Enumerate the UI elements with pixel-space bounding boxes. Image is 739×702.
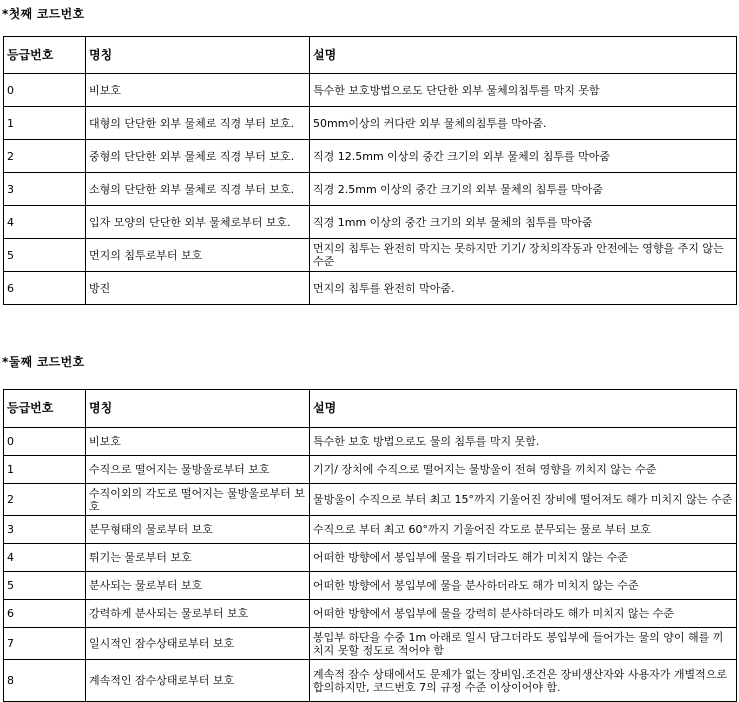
grade-cell: 6 — [4, 272, 86, 305]
ip-second-code-table — [3, 389, 737, 702]
grade-cell: 3 — [4, 516, 86, 544]
grade-cell: 5 — [4, 239, 86, 272]
name-cell: 중형의 단단한 외부 물체로 직경 부터 보호. — [86, 140, 310, 173]
table-row — [4, 628, 737, 660]
name-cell: 방진 — [86, 272, 310, 305]
table-header-row — [4, 390, 737, 428]
table-row — [4, 428, 737, 456]
table-row — [4, 239, 737, 272]
description-cell: 물방울이 수직으로 부터 최고 15°까지 기울어진 장비에 떨어져도 해가 미치지 않는 수준 — [310, 484, 737, 516]
table-row — [4, 140, 737, 173]
description-cell: 먼지의 침투는 완전히 막지는 못하지만 기기/ 장치의작동과 안전에는 영향을 주지 않는 수준 — [310, 239, 737, 272]
name-cell: 입자 모양의 단단한 외부 물체로부터 보호. — [86, 206, 310, 239]
grade-cell: 0 — [4, 428, 86, 456]
header-grade: 등급번호 — [4, 37, 86, 74]
description-cell: 50mm이상의 커다란 외부 물체의침투를 막아줌. — [310, 107, 737, 140]
name-cell: 계속적인 잠수상태로부터 보호 — [86, 660, 310, 702]
name-cell: 비보호 — [86, 428, 310, 456]
name-cell: 수직이외의 각도로 떨어지는 물방울로부터 보호 — [86, 484, 310, 516]
grade-cell: 5 — [4, 572, 86, 600]
name-cell: 분무형태의 물로부터 보호 — [86, 516, 310, 544]
table-row — [4, 544, 737, 572]
name-cell: 강력하게 분사되는 물로부터 보호 — [86, 600, 310, 628]
name-cell: 수직으로 떨어지는 물방울로부터 보호 — [86, 456, 310, 484]
description-cell: 기기/ 장치에 수직으로 떨어지는 물방울이 전혀 영향을 끼치지 않는 수준 — [310, 456, 737, 484]
grade-cell: 1 — [4, 107, 86, 140]
grade-cell: 1 — [4, 456, 86, 484]
table-row — [4, 572, 737, 600]
grade-cell: 4 — [4, 206, 86, 239]
name-cell: 대형의 단단한 외부 물체로 직경 부터 보호. — [86, 107, 310, 140]
name-cell: 비보호 — [86, 74, 310, 107]
description-cell: 특수한 보호방법으로도 단단한 외부 물체의침투를 막지 못함 — [310, 74, 737, 107]
name-cell: 먼지의 침투로부터 보호 — [86, 239, 310, 272]
header-description: 설명 — [310, 390, 737, 428]
grade-cell: 6 — [4, 600, 86, 628]
name-cell: 분사되는 물로부터 보호 — [86, 572, 310, 600]
header-name: 명칭 — [86, 37, 310, 74]
grade-cell: 2 — [4, 140, 86, 173]
grade-cell: 3 — [4, 173, 86, 206]
description-cell: 계속적 잠수 상태에서도 문제가 없는 장비임.조건은 장비생산자와 사용자가 개별적으로 합의하지만, 코드번호 7의 규정 수준 이상이어야 함. — [310, 660, 737, 702]
section-2-title: *둘째 코드번호 — [2, 355, 85, 369]
ip-first-code-table — [3, 36, 737, 305]
name-cell: 소형의 단단한 외부 물체로 직경 부터 보호. — [86, 173, 310, 206]
description-cell: 먼지의 침투를 완전히 막아줌. — [310, 272, 737, 305]
description-cell: 직경 2.5mm 이상의 중간 크기의 외부 물체의 침투를 막아줌 — [310, 173, 737, 206]
header-grade: 등급번호 — [4, 390, 86, 428]
description-cell: 수직으로 부터 최고 60°까지 기울어진 각도로 분무되는 물로 부터 보호 — [310, 516, 737, 544]
grade-cell: 7 — [4, 628, 86, 660]
table-row — [4, 272, 737, 305]
table-row — [4, 456, 737, 484]
table-row — [4, 206, 737, 239]
section-1-title: *첫째 코드번호 — [2, 7, 85, 21]
description-cell: 직경 12.5mm 이상의 중간 크기의 외부 물체의 침투를 막아줌 — [310, 140, 737, 173]
table-row — [4, 660, 737, 702]
table-row — [4, 107, 737, 140]
grade-cell: 0 — [4, 74, 86, 107]
description-cell: 어떠한 방향에서 봉입부에 물을 강력히 분사하더라도 해가 미치지 않는 수준 — [310, 600, 737, 628]
table-row — [4, 600, 737, 628]
table-header-row — [4, 37, 737, 74]
table-row — [4, 516, 737, 544]
grade-cell: 4 — [4, 544, 86, 572]
header-name: 명칭 — [86, 390, 310, 428]
name-cell: 튀기는 물로부터 보호 — [86, 544, 310, 572]
description-cell: 직경 1mm 이상의 중간 크기의 외부 물체의 침투를 막아줌 — [310, 206, 737, 239]
table-row — [4, 173, 737, 206]
description-cell: 어떠한 방향에서 봉입부에 물을 분사하더라도 해가 미치지 않는 수준 — [310, 572, 737, 600]
name-cell: 일시적인 잠수상태로부터 보호 — [86, 628, 310, 660]
description-cell: 어떠한 방향에서 봉입부에 물을 튀기더라도 해가 미치지 않는 수준 — [310, 544, 737, 572]
grade-cell: 2 — [4, 484, 86, 516]
description-cell: 봉입부 하단을 수중 1m 아래로 일시 담그더라도 봉입부에 들어가는 물의 양이 해를 끼치지 못할 정도로 적어야 함 — [310, 628, 737, 660]
header-description: 설명 — [310, 37, 737, 74]
table-row — [4, 484, 737, 516]
table-row — [4, 74, 737, 107]
description-cell: 특수한 보호 방법으로도 물의 침투를 막지 못함. — [310, 428, 737, 456]
grade-cell: 8 — [4, 660, 86, 702]
